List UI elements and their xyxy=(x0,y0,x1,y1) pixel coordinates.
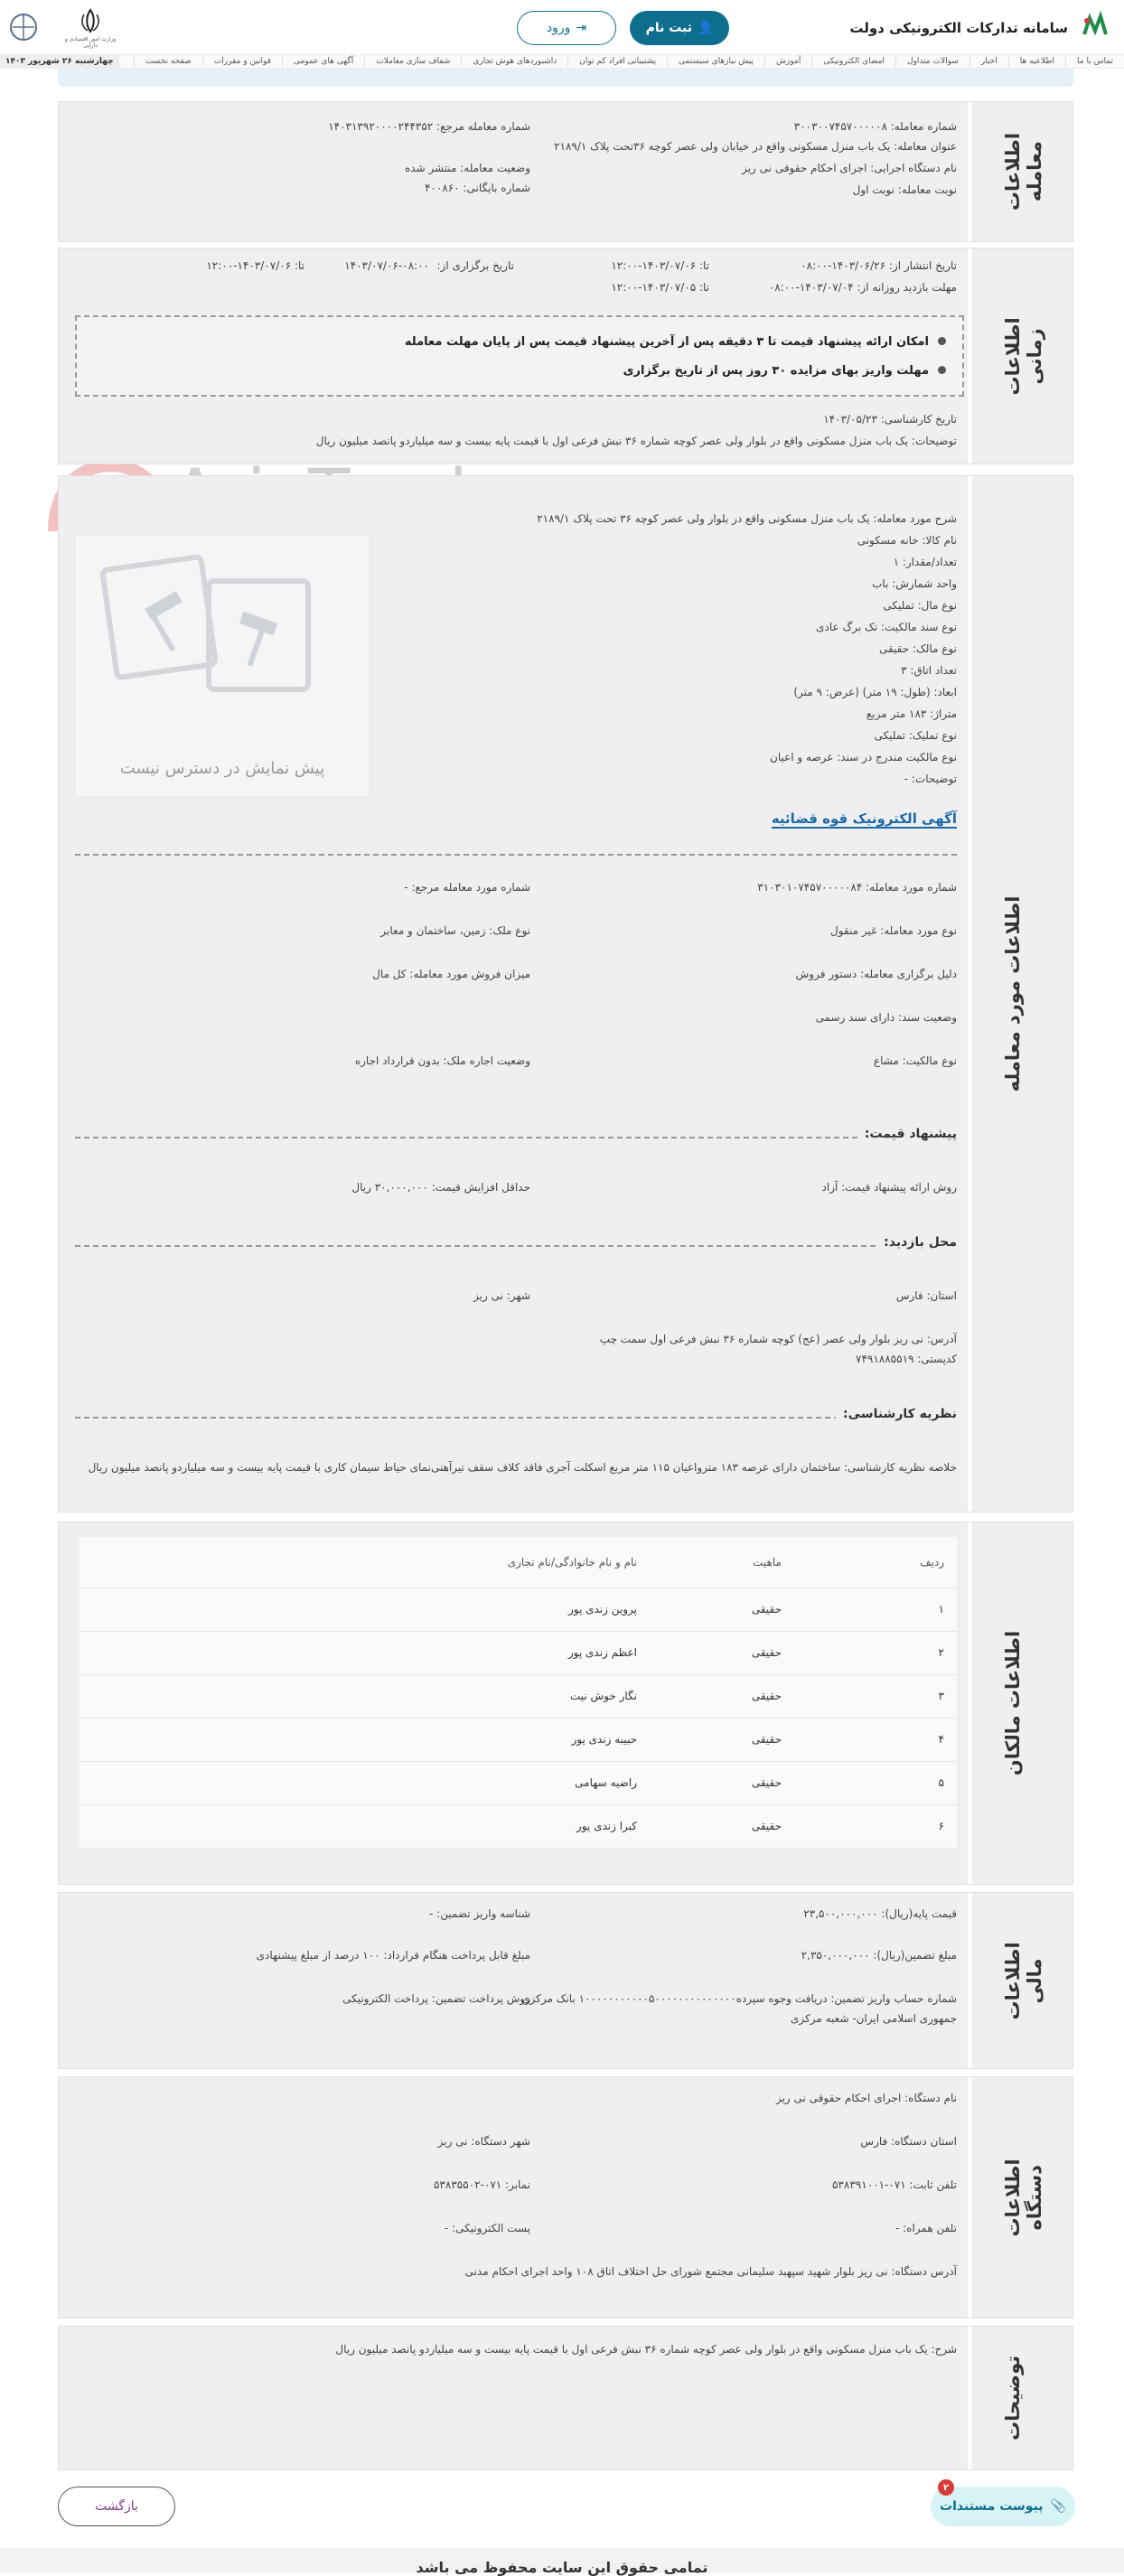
offer-method: روش ارائه پیشنهاد قیمت: آزاد xyxy=(821,1181,957,1194)
ownership-type: نوع مالکیت: مشاع xyxy=(873,1054,957,1067)
section-title: اطلاعات مورد معامله xyxy=(1002,895,1024,1092)
publish-to: تا: ۱۴۰۳/۰۷/۰۶-۱۲:۰۰ xyxy=(611,259,709,272)
attachments-label: پیوست مستندات xyxy=(940,2499,1044,2514)
cell-row-number: ۲ xyxy=(794,1631,957,1674)
rule-item xyxy=(623,364,946,378)
org-logo-icon xyxy=(7,11,40,43)
expert-date: تاریخ کارشناسی: ۱۴۰۳/۰۵/۲۳ xyxy=(823,413,957,426)
no-image-caption: پیش نمایش در دسترس نیست xyxy=(119,759,325,778)
offer-subtitle: پیشنهاد قیمت: xyxy=(857,1127,957,1141)
section-title: اطلاعات دستگاه xyxy=(1002,2158,1045,2237)
owners-table-body xyxy=(79,1588,957,1848)
deal-status: وضعیت معامله: منتشر شده xyxy=(404,162,530,174)
col-header-row-number: ردیف xyxy=(794,1537,957,1588)
archive-number: شماره بایگانی: ۴۰۰۸۶۰ xyxy=(424,182,530,194)
nav-menu xyxy=(134,57,1124,67)
cell-name: کبرا زندی پور xyxy=(79,1804,650,1848)
cell-nature: حقیقی xyxy=(650,1804,794,1848)
section-title: اطلاعات زمانی xyxy=(1002,316,1045,396)
deal-item-type: نوع مورد معامله: غیر منقول xyxy=(829,924,957,937)
current-date: چهارشنبه ۲۶ شهریور ۱۴۰۳ xyxy=(0,55,119,68)
cell-row-number: ۶ xyxy=(794,1804,957,1848)
device-name: نام دستگاه: اجرای احکام حقوقی نی ریز xyxy=(775,2092,957,2104)
deal-info-sidebar xyxy=(968,102,1072,241)
owners-sidebar xyxy=(968,1522,1072,1884)
divider xyxy=(75,1417,957,1419)
notes-section xyxy=(58,2326,1073,2470)
item-notes: توضیحات: - xyxy=(904,773,957,785)
goods-name: نام کالا: خانه مسکونی xyxy=(857,534,957,547)
nav-item[interactable]: سوالات متداول xyxy=(895,57,969,67)
gov-logo-caption: وزارت امور اقتصادی و دارایی xyxy=(64,36,117,49)
bullet-dot xyxy=(938,366,946,374)
table-header-row xyxy=(79,1537,957,1588)
min-increase: حداقل افزایش قیمت: ۳۰,۰۰۰,۰۰۰ ریال xyxy=(351,1181,530,1194)
deal-device: نام دستگاه اجرایی: اجرای احکام حقوقی نی ریز xyxy=(742,162,957,174)
visit-province: استان: فارس xyxy=(895,1289,957,1302)
footer: تمامی حقوق این سایت محفوظ می باشد xyxy=(0,2548,1124,2573)
divider xyxy=(75,1137,957,1138)
rules-box xyxy=(75,315,964,397)
dimensions: ابعاد: (طول: ۱۹ متر) (عرض: ۹ متر) xyxy=(793,686,957,698)
notes-sidebar xyxy=(968,2327,1072,2469)
item-count: تعداد/مقدار: ۱ xyxy=(893,556,957,568)
ownership-in-doc: نوع مالکیت مندرج در سند: عرصه و اعیان xyxy=(770,751,957,763)
payable-amount: مبلغ قابل پرداخت هنگام قرارداد: ۱۰۰ درصد از مبلغ پیشنهادی xyxy=(256,1949,530,1962)
cell-row-number: ۳ xyxy=(794,1674,957,1718)
sale-share: میزان فروش مورد معامله: کل مال xyxy=(372,968,530,980)
paperclip-icon: 📎 xyxy=(1050,2499,1066,2514)
nav-item[interactable]: پشتیبانی افراد کم توان xyxy=(567,57,667,67)
land-type: نوع ملک: زمین، ساختمان و معابر xyxy=(380,924,530,937)
cell-nature: حقیقی xyxy=(650,1631,794,1674)
hold-date-label: تاریخ برگزاری از: xyxy=(436,259,514,272)
cell-name: نگار خوش نیت xyxy=(79,1674,650,1718)
site-title: سامانه تدارکات الکترونیکی دولت xyxy=(849,20,1068,36)
item-info-sidebar xyxy=(968,476,1072,1512)
deal-ref-number: شماره معامله مرجع: ۱۴۰۳۱۳۹۲۰۰۰۰۲۴۴۳۵۲ xyxy=(328,120,530,133)
guarantee-account: شماره حساب واریز تضمین: دریافت وجوه سپرده۱۰۰۰۰۰۰۰۰۰۰۰۵۰۰۰۰۰۰۰۰۰۰۰۰۰۰ بانک مرکزی xyxy=(521,1992,957,2005)
publish-from: تاریخ انتشار از: ۱۴۰۳/۰۶/۲۶-۰۸:۰۰ xyxy=(801,259,957,272)
rule-item xyxy=(405,335,946,349)
deal-number: شماره معامله: ۳۰۰۳۰۰۷۴۵۷۰۰۰۰۰۸ xyxy=(793,120,957,133)
deal-turn: نوبت معامله: نوبت اول xyxy=(852,183,957,196)
postal-code: کدپستی: ۷۴۹۱۸۸۵۵۱۹ xyxy=(856,1353,957,1365)
cell-row-number: ۱ xyxy=(794,1588,957,1631)
device-address: آدرس دستگاه: نی ریز بلوار شهید سپهبد سلیمانی مجتمع شورای حل اختلاف اتاق ۱۰۸ واحد اجرای احکام مدنی xyxy=(464,2265,957,2278)
device-email: پست الکترونیکی: - xyxy=(444,2222,530,2234)
base-price: قیمت پایه(ریال): ۲۳,۵۰۰,۰۰۰,۰۰۰ xyxy=(803,1907,957,1920)
attachments-button[interactable] xyxy=(931,2482,1075,2526)
nav-item[interactable]: شفاف سازی معاملات xyxy=(364,57,461,67)
col-header-name: نام و نام خانوادگی/نام تجاری xyxy=(79,1537,650,1588)
table-row xyxy=(79,1718,957,1761)
device-fax: نمابر: ۰۷۱-۵۳۸۳۵۵۰۲ xyxy=(433,2178,530,2191)
device-section xyxy=(58,2076,1073,2318)
main-navbar xyxy=(0,54,1124,69)
device-mobile: تلفن همراه: - xyxy=(895,2222,957,2234)
table-row xyxy=(79,1761,957,1804)
section-title: اطلاعات مالکان xyxy=(1002,1630,1024,1776)
device-sidebar xyxy=(968,2077,1072,2318)
court-ad-link[interactable]: آگهی الکترونیک قوه قضائیه xyxy=(771,810,957,827)
table-row xyxy=(79,1674,957,1718)
nav-item[interactable]: اطلاعیه ها xyxy=(1008,57,1065,67)
owners-table xyxy=(79,1537,957,1849)
item-description: شرح مورد معامله: یک باب منزل مسکونی واقع در بلوار ولی عصر کوچه ۳۶ تحت پلاک ۲۱۸۹/۱ xyxy=(537,512,957,525)
gov-emblem-logo xyxy=(63,7,117,49)
cell-row-number: ۴ xyxy=(794,1718,957,1761)
cell-name: راضیه سهامی xyxy=(79,1761,650,1804)
rooms-count: تعداد اتاق: ۳ xyxy=(901,664,957,677)
area: متراژ: ۱۸۳ متر مربع xyxy=(866,707,957,720)
doc-type: نوع سند مالکیت: تک برگ عادی xyxy=(816,621,957,633)
item-unit: واحد شمارش: باب xyxy=(872,577,957,590)
item-ref-number: شماره مورد معامله مرجع: - xyxy=(404,881,530,894)
cell-nature: حقیقی xyxy=(650,1761,794,1804)
cell-nature: حقیقی xyxy=(650,1588,794,1631)
finance-sidebar xyxy=(968,1893,1072,2068)
owners-section xyxy=(58,1522,1073,1885)
time-info-sidebar xyxy=(968,248,1072,464)
expert-subtitle: نظریه کارشناسی: xyxy=(836,1407,957,1421)
nav-item[interactable]: آگهی های عمومی xyxy=(282,57,364,67)
visit-city: شهر: نی ریز xyxy=(473,1289,530,1302)
time-description: توضیحات: یک باب منزل مسکونی واقع در بلوار ولی عصر کوچه شماره ۳۶ نبش فرعی اول با قیمت پایه بیست و سه میلیاردو پانصد میلیون ریال xyxy=(315,435,957,447)
property-type: نوع مال: تملیکی xyxy=(883,599,957,612)
login-icon: ⇥ xyxy=(576,21,587,35)
cell-row-number: ۵ xyxy=(794,1761,957,1804)
visit-subtitle: محل بازدید: xyxy=(876,1235,957,1250)
nav-item[interactable]: قوانین و مقررات xyxy=(202,57,282,67)
register-button[interactable] xyxy=(630,11,729,45)
device-province: استان دستگاه: فارس xyxy=(860,2135,957,2148)
site-header xyxy=(0,0,1124,54)
nav-item[interactable]: داشبوردهای هوش تجاری xyxy=(461,57,567,67)
bullet-dot xyxy=(938,337,946,345)
nav-item[interactable]: آموزش xyxy=(764,57,811,67)
deal-reason: دلیل برگزاری معامله: دستور فروش xyxy=(795,968,957,980)
doc-status: وضعیت سند: دارای سند رسمی xyxy=(815,1011,957,1024)
back-button[interactable]: بازگشت xyxy=(58,2487,175,2526)
site-logo-icon[interactable] xyxy=(1079,11,1111,43)
nav-item[interactable]: صفحه نخست xyxy=(134,57,202,67)
col-header-nature: ماهیت xyxy=(650,1537,794,1588)
device-city: شهر دستگاه: نی ریز xyxy=(437,2135,530,2148)
table-row xyxy=(79,1588,957,1631)
user-plus-icon: 👤 xyxy=(698,21,714,35)
ownership-transfer-type: نوع تملیک: تملیکی xyxy=(874,729,957,742)
divider xyxy=(75,854,957,856)
table-row xyxy=(79,1631,957,1674)
top-info-strip xyxy=(58,69,1073,87)
cell-name: اعظم زندی پور xyxy=(79,1631,650,1674)
cell-name: حبیبه زندی پور xyxy=(79,1718,650,1761)
time-info-section xyxy=(58,248,1073,464)
nav-item[interactable]: امضای الکترونیکی xyxy=(811,57,895,67)
section-title: اطلاعات مالی xyxy=(1002,1941,1045,2020)
expert-summary: خلاصه نظریه کارشناسی: ساختمان دارای عرصه ۱۸۳ مترواعیان ۱۱۵ متر مربع اسکلت آجری فاقد کلاف سقف تیرآهنی‌نمای حیاط سیمان کاری با قیمت پایه بیست و سه میلیاردو پانصد میلیون ریال xyxy=(88,1461,957,1474)
deal-title: عنوان معامله: یک باب منزل مسکونی واقع در خیابان ولی عصر کوچه ۳۶تحت پلاک ۲۱۸۹/۱ xyxy=(554,140,957,153)
attachments-count-badge: ۲ xyxy=(938,2479,954,2496)
visit-address: آدرس: نی ریز بلوار ولی عصر (عج) کوچه شماره ۳۶ نبش فرعی اول سمت چپ xyxy=(599,1333,957,1345)
rule-text: مهلت واریز بهای مزایده ۳۰ روز پس از تاریخ برگزاری xyxy=(623,364,929,378)
guarantee-amount: مبلغ تضمین(ریال): ۲,۳۵۰,۰۰۰,۰۰۰ xyxy=(801,1949,957,1962)
nav-item[interactable]: اخبار xyxy=(969,57,1008,67)
lease-status: وضعیت اجاره ملک: بدون قرارداد اجاره xyxy=(354,1054,530,1067)
login-label: ورود xyxy=(546,21,571,35)
nav-item[interactable]: پیش نیازهای سیستمی xyxy=(667,57,764,67)
section-title: اطلاعات معامله xyxy=(1002,132,1045,211)
device-phone: تلفن ثابت: ۰۷۱-۵۳۸۳۹۱۰۰۱ xyxy=(831,2178,957,2191)
rule-text: امکان ارائه پیشنهاد قیمت تا ۳ دقیقه پس از آخرین پیشنهاد قیمت پس از پایان مهلت معامله xyxy=(404,335,929,349)
owner-type: نوع مالک: حقیقی xyxy=(878,642,957,655)
notes-text: شرح: یک باب منزل مسکونی واقع در بلوار ولی عصر کوچه شماره ۳۶ نبش فرعی اول با قیمت پایه بیست و سه میلیاردو پانصد میلیون ریال xyxy=(335,2343,957,2356)
guarantee-pay-method: روش پرداخت تضمین: پرداخت الکترونیکی xyxy=(342,1992,530,2005)
table-row xyxy=(79,1804,957,1848)
visit-to: تا: ۱۴۰۳/۰۷/۰۵-۱۲:۰۰ xyxy=(611,281,709,294)
register-label: ثبت نام xyxy=(645,21,693,35)
login-button[interactable] xyxy=(517,11,616,45)
nav-item[interactable]: تماس با ما xyxy=(1065,57,1124,67)
finance-section xyxy=(58,1892,1073,2069)
cell-nature: حقیقی xyxy=(650,1674,794,1718)
deposit-id: شناسه واریز تضمین: - xyxy=(429,1907,530,1920)
hold-to: تا: ۱۴۰۳/۰۷/۰۶-۱۲:۰۰ xyxy=(206,259,304,272)
item-number: شماره مورد معامله: ۳۱۰۳۰۱۰۷۴۵۷۰۰۰۰۰۸۴ xyxy=(757,881,957,894)
visit-from: مهلت بازدید روزانه از: ۱۴۰۳/۰۷/۰۴-۰۸:۰۰ xyxy=(768,281,957,294)
deal-info-section xyxy=(58,101,1073,242)
hold-from: ۱۴۰۳/۰۷/۰۶-۰۸:۰۰ xyxy=(344,259,429,272)
cell-nature: حقیقی xyxy=(650,1718,794,1761)
section-title: توضیحات xyxy=(1002,2355,1024,2441)
divider xyxy=(75,1245,957,1247)
auction-gavel-icon xyxy=(73,536,370,744)
guarantee-account-bank: جمهوری اسلامی ایران- شعبه مرکزی xyxy=(791,2012,957,2025)
image-placeholder xyxy=(74,535,370,797)
cell-name: پروین زندی پور xyxy=(79,1588,650,1631)
